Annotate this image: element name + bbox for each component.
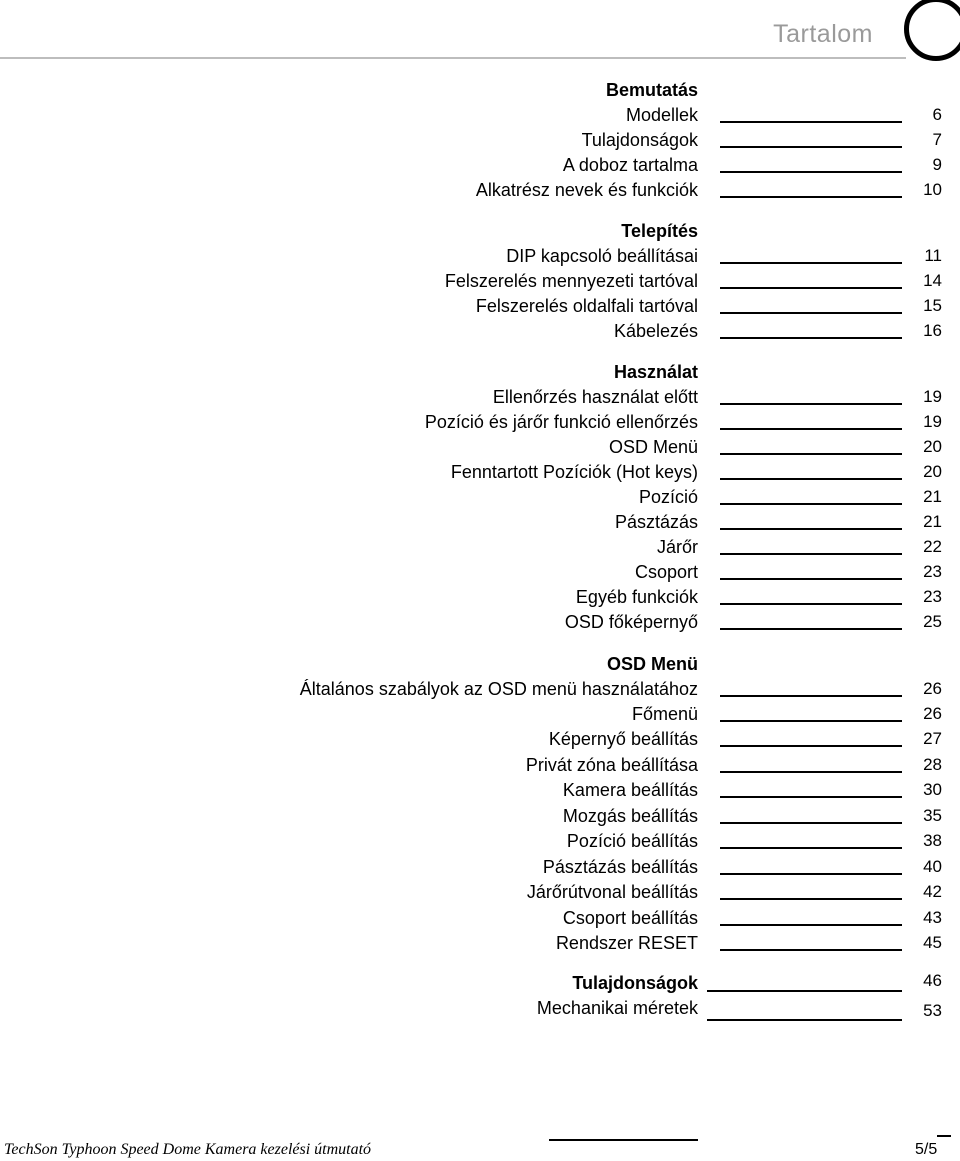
toc-leader-line: [707, 1019, 902, 1021]
toc-heading-osd: [0, 653, 960, 678]
toc-entry[interactable]: [0, 486, 960, 511]
toc-entry-label: Általános szabályok az OSD menü használatához: [299, 679, 698, 699]
toc-entry[interactable]: [0, 703, 960, 728]
toc-heading-install: [0, 220, 960, 245]
toc-entry-label: Modellek: [625, 105, 698, 125]
toc-entry-label: A doboz tartalma: [562, 155, 698, 175]
toc-leader-line: [720, 478, 902, 480]
toc-leader-line: [720, 121, 902, 123]
footer-divider: [549, 1139, 698, 1141]
toc-page-number: 20: [923, 462, 942, 481]
toc-entry[interactable]: [0, 154, 960, 179]
toc-entry-label: Képernyő beállítás: [548, 729, 698, 749]
toc-page-number: 19: [923, 387, 942, 406]
toc-page-number: 43: [923, 908, 942, 927]
toc-entry-label: Csoport: [634, 562, 698, 582]
toc-entry[interactable]: [0, 129, 960, 154]
toc-page-number: 30: [923, 780, 942, 799]
toc-entry-label: Fenntartott Pozíciók (Hot keys): [450, 462, 698, 482]
toc-entry-label: Járőrútvonal beállítás: [526, 882, 698, 902]
toc-entry[interactable]: [0, 386, 960, 411]
toc-page-number: 45: [923, 933, 942, 952]
toc-leader-line: [720, 171, 902, 173]
toc-leader-line: [720, 312, 902, 314]
toc-leader-line: [720, 924, 902, 926]
circle-icon: [904, 0, 960, 61]
toc-page-number: 23: [923, 587, 942, 606]
toc-entry-label: Mechanikai méretek: [536, 998, 698, 1018]
toc-heading-label: Tulajdonságok: [572, 973, 698, 993]
footer-title: TechSon Typhoon Speed Dome Kamera kezelési útmutató: [4, 1141, 372, 1158]
toc-page-number: 15: [923, 296, 942, 315]
toc-page-number: 27: [923, 729, 942, 748]
toc-leader-line: [720, 822, 902, 824]
toc-page-number: 19: [923, 412, 942, 431]
toc-leader-line: [720, 745, 902, 747]
toc-leader-line: [720, 628, 902, 630]
toc-page-number: 23: [923, 562, 942, 581]
toc-heading-label: Használat: [613, 362, 698, 382]
toc-leader-line: [720, 771, 902, 773]
toc-entry[interactable]: [0, 754, 960, 779]
toc-page-number: 11: [924, 246, 942, 265]
toc-leader-line: [720, 603, 902, 605]
toc-entry[interactable]: [0, 932, 960, 957]
toc-entry[interactable]: [0, 179, 960, 204]
toc-entry[interactable]: [0, 561, 960, 586]
toc-entry-label: Kábelezés: [613, 321, 698, 341]
toc-entry[interactable]: [0, 436, 960, 461]
toc-page-number: 20: [923, 437, 942, 456]
toc-entry[interactable]: [0, 320, 960, 345]
toc-entry[interactable]: [0, 907, 960, 932]
toc-entry[interactable]: [0, 511, 960, 536]
toc-entry-label: Mozgás beállítás: [562, 806, 698, 826]
toc-page-number: 42: [923, 882, 942, 901]
toc-entry-label: OSD főképernyő: [564, 612, 698, 632]
toc-leader-line: [720, 898, 902, 900]
toc-entry[interactable]: [0, 295, 960, 320]
toc-entry[interactable]: [0, 611, 960, 636]
toc-entry-label: Pásztázás beállítás: [542, 857, 698, 877]
toc-entry-label: Rendszer RESET: [555, 933, 698, 953]
toc-heading-label: Telepítés: [621, 221, 698, 241]
toc-entry[interactable]: [0, 830, 960, 855]
toc-leader-line: [720, 337, 902, 339]
toc-page-number: 40: [923, 857, 942, 876]
toc-entry[interactable]: [0, 536, 960, 561]
toc-heading-label: OSD Menü: [606, 654, 698, 674]
toc-leader-line: [720, 287, 902, 289]
toc-entry-label: Tulajdonságok: [581, 130, 698, 150]
toc-entry[interactable]: [0, 997, 960, 1022]
toc-entry[interactable]: [0, 881, 960, 906]
toc-page-number: 25: [923, 612, 942, 631]
toc-heading-specs[interactable]: [0, 972, 960, 997]
toc-leader-line: [720, 528, 902, 530]
toc-leader-line: [720, 196, 902, 198]
toc-entry-label: Pozíció beállítás: [566, 831, 698, 851]
toc-page-number: 46: [923, 971, 942, 990]
toc-leader-line: [720, 796, 902, 798]
toc-entry-label: Pozíció: [638, 487, 698, 507]
toc-entry[interactable]: [0, 856, 960, 881]
toc-leader-line: [707, 990, 902, 992]
toc-leader-line: [720, 146, 902, 148]
toc-entry[interactable]: [0, 805, 960, 830]
toc-page-number: 22: [923, 537, 942, 556]
toc-leader-line: [720, 695, 902, 697]
toc-page-number: 14: [923, 271, 942, 290]
toc-entry[interactable]: [0, 461, 960, 486]
toc-heading-intro: [0, 79, 960, 104]
toc-entry-label: Pásztázás: [614, 512, 698, 532]
toc-leader-line: [720, 503, 902, 505]
header-divider: [0, 57, 906, 59]
toc-entry-label: Felszerelés mennyezeti tartóval: [444, 271, 698, 291]
toc-heading-usage: [0, 361, 960, 386]
toc-leader-line: [720, 720, 902, 722]
toc-entry-label: Egyéb funkciók: [575, 587, 698, 607]
toc-entry-label: Kamera beállítás: [562, 780, 698, 800]
toc-leader-line: [720, 578, 902, 580]
toc-entry[interactable]: [0, 104, 960, 129]
toc-leader-line: [720, 262, 902, 264]
toc-entry-label: Privát zóna beállítása: [525, 755, 698, 775]
toc-page-number: 21: [923, 487, 942, 506]
toc-page-number: 21: [923, 512, 942, 531]
toc-leader-line: [720, 553, 902, 555]
toc-entry[interactable]: [0, 586, 960, 611]
toc-leader-line: [720, 428, 902, 430]
toc-page-number: 35: [923, 806, 942, 825]
toc-heading-label: Bemutatás: [605, 80, 698, 100]
toc-entry-label: Csoport beállítás: [562, 908, 698, 928]
toc-leader-line: [720, 949, 902, 951]
toc-entry[interactable]: [0, 728, 960, 753]
toc-page-number: 10: [923, 180, 942, 199]
toc-entry-label: OSD Menü: [608, 437, 698, 457]
toc-page-number: 16: [923, 321, 942, 340]
toc-entry-label: Főmenü: [631, 704, 698, 724]
toc-page-number: 7: [932, 130, 942, 149]
toc-entry-label: Alkatrész nevek és funkciók: [475, 180, 698, 200]
toc-entry-label: Járőr: [656, 537, 698, 557]
toc-page-number: 6: [932, 105, 942, 124]
toc-page-number: 26: [923, 679, 942, 698]
toc-page-number: 26: [923, 704, 942, 723]
toc-leader-line: [720, 403, 902, 405]
toc-entry-label: Ellenőrzés használat előtt: [492, 387, 698, 407]
toc-entry[interactable]: [0, 411, 960, 436]
footer-overline: [937, 1135, 951, 1137]
toc-entry[interactable]: [0, 270, 960, 295]
page-title: Tartalom: [773, 20, 873, 48]
toc-entry[interactable]: [0, 779, 960, 804]
toc-entry[interactable]: [0, 678, 960, 703]
toc-entry-label: Felszerelés oldalfali tartóval: [475, 296, 698, 316]
toc-entry-label: Pozíció és járőr funkció ellenőrzés: [424, 412, 698, 432]
toc-entry[interactable]: [0, 245, 960, 270]
toc-page-number: 38: [923, 831, 942, 850]
toc-leader-line: [720, 847, 902, 849]
toc-leader-line: [720, 873, 902, 875]
toc-leader-line: [720, 453, 902, 455]
toc-page-number: 53: [923, 1001, 942, 1020]
toc-page-number: 9: [932, 155, 942, 174]
toc-page-number: 28: [923, 755, 942, 774]
toc-entry-label: DIP kapcsoló beállításai: [506, 246, 698, 266]
footer-page-number: 5/5: [915, 1141, 938, 1158]
